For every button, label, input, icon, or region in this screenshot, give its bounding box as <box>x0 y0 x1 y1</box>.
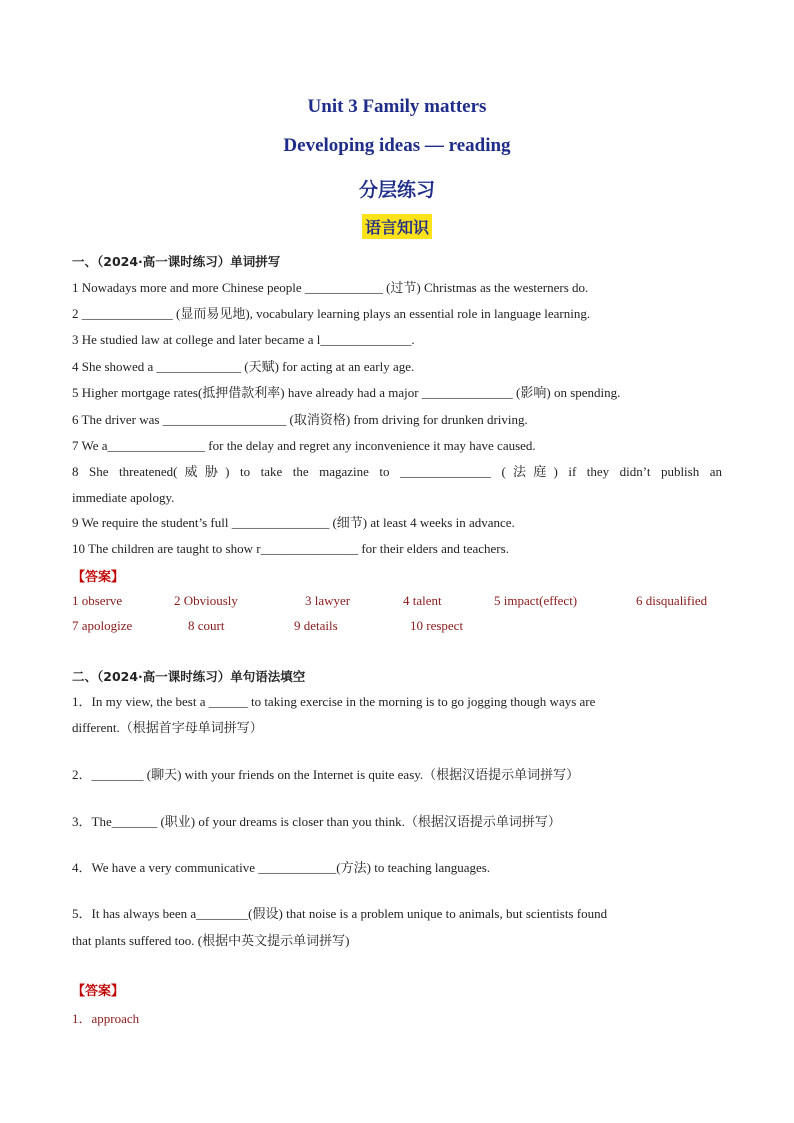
s1-answer: 6 disqualified <box>636 593 708 608</box>
s1-answer: 4 talent <box>403 593 442 608</box>
unit-title: Unit 3 Family matters <box>307 96 487 117</box>
s1-answer: 8 court <box>188 618 225 633</box>
section-badge: 语言知识 <box>362 214 432 239</box>
s1-item-9: 9 We require the student’s full _______________ (细节) at least 4 weeks in advance. <box>72 515 515 530</box>
s1-item-8: 8 She threatened(威胁) to take the magazine to ______________ (法庭) if they didn’t publish an <box>72 464 722 479</box>
s1-item-8-cont: immediate apology. <box>72 490 175 505</box>
s1-item-2: 2 ______________ (显而易见地), vocabulary learning plays an essential role in language learning. <box>72 306 591 321</box>
s2-item-1: 1．In my view, the best a ______ to taking exercise in the morning is to go jogging though ways are <box>72 694 596 709</box>
s1-answer: 2 Obviously <box>174 593 238 608</box>
s2-item-3: 3．The_______ (职业) of your dreams is closer than you think.（根据汉语提示单词拼写） <box>72 814 561 829</box>
s1-answer: 10 respect <box>410 618 464 633</box>
s1-answer: 3 lawyer <box>305 593 351 608</box>
s1-item-4: 4 She showed a _____________ (天赋) for acting at an early age. <box>72 359 415 374</box>
s2-item-1-cont: different.（根据首字母单词拼写） <box>72 720 263 735</box>
section2-heading: 二、（2024·高一课时练习）单句语法填空 <box>72 669 306 684</box>
s2-answer-heading: 【答案】 <box>72 984 125 999</box>
s2-item-5: 5．It has always been a________(假设) that noise is a problem unique to animals, but scientists found <box>72 906 608 921</box>
s1-item-10: 10 The children are taught to show r_______________ for their elders and teachers. <box>72 541 509 556</box>
section1-heading: 一、（2024·高一课时练习）单词拼写 <box>72 254 281 269</box>
s1-item-7: 7 We a_______________ for the delay and regret any inconvenience it may have caused. <box>72 438 536 453</box>
s1-answer: 7 apologize <box>72 618 133 633</box>
s1-item-1: 1 Nowadays more and more Chinese people ____________ (过节) Christmas as the westerners do. <box>72 280 589 295</box>
s2-answer: 1．approach <box>72 1011 140 1026</box>
lesson-title: Developing ideas — reading <box>283 135 511 156</box>
s1-answer: 9 details <box>294 618 338 633</box>
subtitle: 分层练习 <box>358 179 435 201</box>
s1-answer: 1 observe <box>72 593 123 608</box>
s2-item-5-cont: that plants suffered too. (根据中英文提示单词拼写) <box>72 933 350 948</box>
s1-item-3: 3 He studied law at college and later became a l______________. <box>72 332 415 347</box>
badge-wrap <box>0 214 794 239</box>
s1-answer-heading: 【答案】 <box>72 570 125 585</box>
s1-item-5: 5 Higher mortgage rates(抵押借款利率) have already had a major ______________ (影响) on spending. <box>72 385 621 400</box>
s2-item-2: 2．________ (聊天) with your friends on the Internet is quite easy.（根据汉语提示单词拼写） <box>72 767 580 782</box>
s1-item-6: 6 The driver was ___________________ (取消资格) from driving for drunken driving. <box>72 412 528 427</box>
s1-answer: 5 impact(effect) <box>494 593 578 608</box>
s2-item-4: 4．We have a very communicative ____________(方法) to teaching languages. <box>72 860 491 875</box>
